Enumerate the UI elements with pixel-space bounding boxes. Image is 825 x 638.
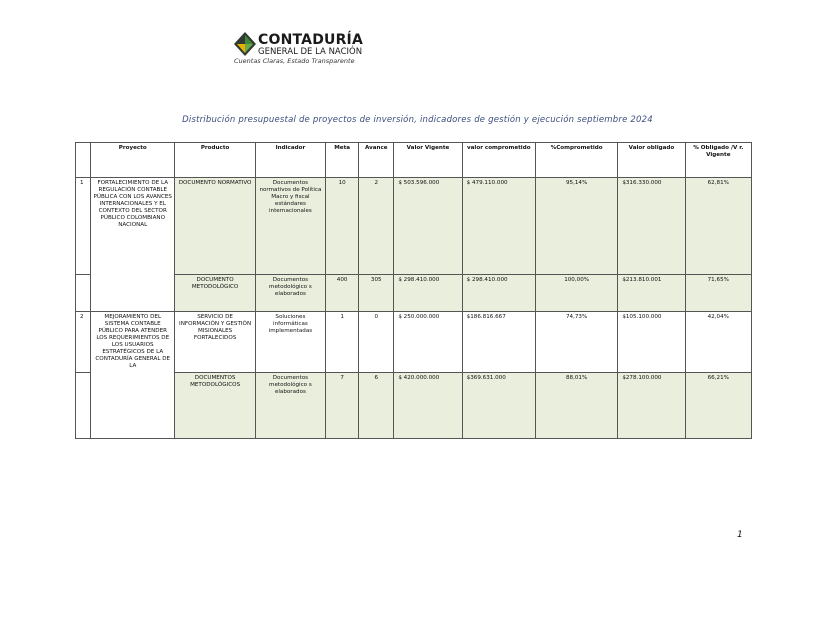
valor-comprometido-cell: $186.816.667 bbox=[462, 312, 535, 373]
pct-comprometido-cell: 88,01% bbox=[535, 373, 617, 439]
producto-cell: SERVICIO DE INFORMACIÓN Y GESTIÓN MISIONALES FORTALECIDOS bbox=[175, 312, 255, 373]
avance-cell: 305 bbox=[359, 275, 394, 312]
valor-comprometido-cell: $369.631.000 bbox=[462, 373, 535, 439]
pct-comprometido-cell: 100,00% bbox=[535, 275, 617, 312]
valor-vigente-cell: $ 298.410.000 bbox=[394, 275, 462, 312]
logo-slogan: Cuentas Claras, Estado Transparente bbox=[234, 57, 355, 65]
header-valor-vigente: Valor Vigente bbox=[394, 143, 462, 178]
header-avance: Avance bbox=[359, 143, 394, 178]
table-row bbox=[76, 373, 752, 439]
table-row bbox=[76, 312, 752, 373]
producto-cell: DOCUMENTO NORMATIVO bbox=[175, 178, 255, 275]
meta-cell: 7 bbox=[326, 373, 359, 439]
table-row bbox=[76, 178, 752, 275]
valor-obligado-cell: $278.100.000 bbox=[618, 373, 685, 439]
meta-cell: 400 bbox=[326, 275, 359, 312]
valor-obligado-cell: $213.810.001 bbox=[618, 275, 685, 312]
pct-comprometido-cell: 74,73% bbox=[535, 312, 617, 373]
table-header-row bbox=[76, 143, 752, 178]
page-number: 1 bbox=[737, 530, 743, 540]
valor-comprometido-cell: $ 479.110.000 bbox=[462, 178, 535, 275]
proyecto-cell: FORTALECIMIENTO DE LA REGULACIÓN CONTABLE PÚBLICA CON LOS AVANCES INTERNACIONALES Y EL CONTEXTO DEL SECTOR PÚBLICO COLOMBIANO NACIONAL bbox=[91, 178, 175, 312]
pct-obligado-cell: 62,81% bbox=[685, 178, 751, 275]
header-indicador: Indicador bbox=[255, 143, 325, 178]
valor-vigente-cell: $ 503.596.000 bbox=[394, 178, 462, 275]
meta-cell: 1 bbox=[326, 312, 359, 373]
header-proyecto: Proyecto bbox=[91, 143, 175, 178]
indicador-cell: Documentos normativos de Política Macro y fiscal estándares internacionales bbox=[255, 178, 325, 275]
row-index bbox=[76, 275, 91, 312]
header-blank bbox=[76, 143, 91, 178]
pct-obligado-cell: 71,65% bbox=[685, 275, 751, 312]
contaduria-logo bbox=[234, 30, 364, 68]
proyecto-cell: MEJORAMIENTO DEL SISTEMA CONTABLE PÚBLICO PARA ATENDER LOS REQUERIMIENTOS DE LOS USUARIOS ESTRATÉGICOS DE LA CONTADURÍA GENERAL DE LA bbox=[91, 312, 175, 439]
valor-vigente-cell: $ 420.000.000 bbox=[394, 373, 462, 439]
logo-subtitle: GENERAL DE LA NACIÓN bbox=[258, 47, 363, 57]
avance-cell: 6 bbox=[359, 373, 394, 439]
row-index: 1 bbox=[76, 178, 91, 275]
valor-comprometido-cell: $ 298.410.000 bbox=[462, 275, 535, 312]
avance-cell: 2 bbox=[359, 178, 394, 275]
indicador-cell: Soluciones informáticas implementadas bbox=[255, 312, 325, 373]
valor-obligado-cell: $105.100.000 bbox=[618, 312, 685, 373]
indicador-cell: Documentos metodológico s elaborados bbox=[255, 275, 325, 312]
row-index: 2 bbox=[76, 312, 91, 373]
table-row bbox=[76, 275, 752, 312]
valor-vigente-cell: $ 250.000.000 bbox=[394, 312, 462, 373]
header-meta: Meta bbox=[326, 143, 359, 178]
budget-table bbox=[75, 142, 752, 439]
document-title: Distribución presupuestal de proyectos de inversión, indicadores de gestión y ejecución septiembre 2024 bbox=[182, 115, 653, 125]
header-producto: Producto bbox=[175, 143, 255, 178]
header-valor-obligado: Valor obligado bbox=[618, 143, 685, 178]
header-valor-comprometido: valor comprometido bbox=[462, 143, 535, 178]
producto-cell: DOCUMENTO METODOLÓGICO bbox=[175, 275, 255, 312]
pct-obligado-cell: 66,21% bbox=[685, 373, 751, 439]
avance-cell: 0 bbox=[359, 312, 394, 373]
producto-cell: DOCUMENTOS METODOLÓGICOS bbox=[175, 373, 255, 439]
indicador-cell: Documentos metodológico s elaborados bbox=[255, 373, 325, 439]
header-pct-obligado: % Obligado /V r. Vigente bbox=[685, 143, 751, 178]
pct-comprometido-cell: 95,14% bbox=[535, 178, 617, 275]
logo-name: CONTADURÍA bbox=[258, 32, 364, 48]
meta-cell: 10 bbox=[326, 178, 359, 275]
header-pct-comprometido: %Comprometido bbox=[535, 143, 617, 178]
contaduria-emblem-icon bbox=[234, 32, 256, 56]
row-index bbox=[76, 373, 91, 439]
pct-obligado-cell: 42,04% bbox=[685, 312, 751, 373]
valor-obligado-cell: $316.330.000 bbox=[618, 178, 685, 275]
